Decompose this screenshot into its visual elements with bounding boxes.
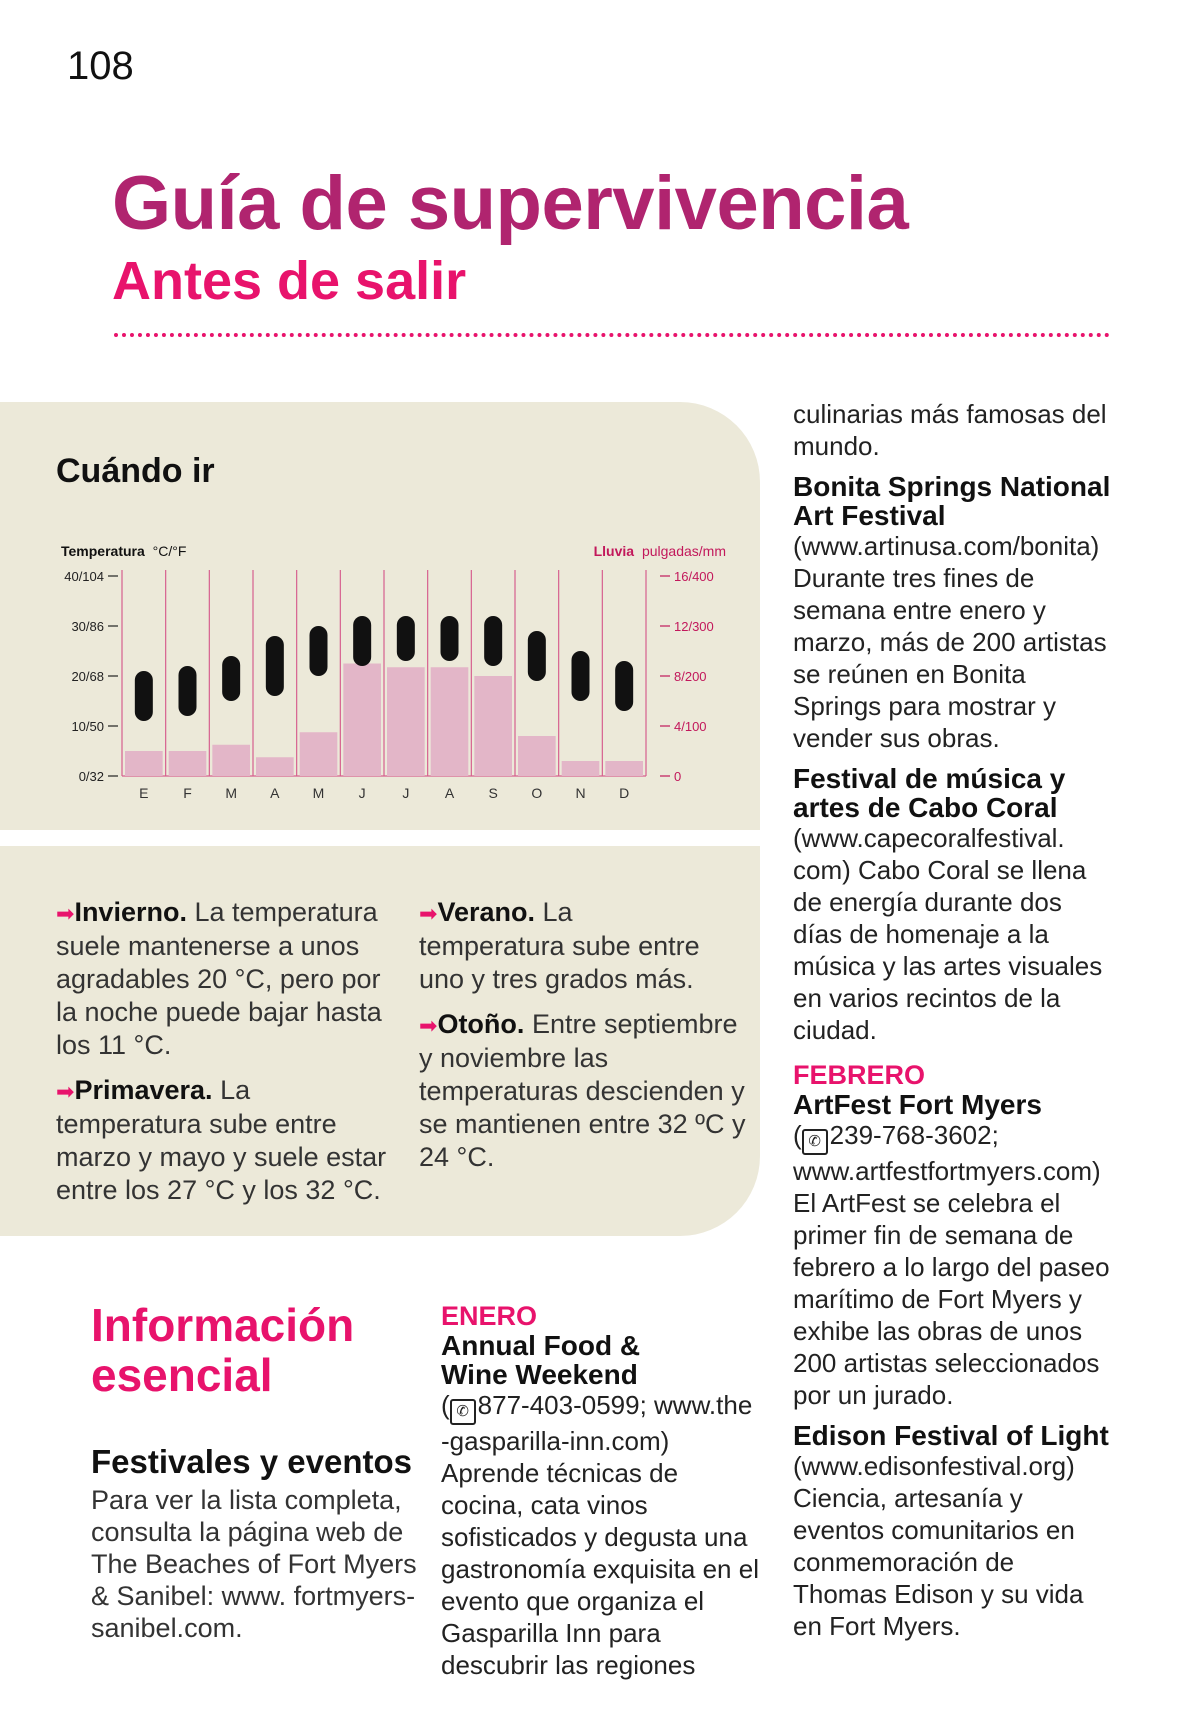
event-contact: ( ✆ 877-403-0599; www.the -gasparilla-inn.com): [441, 1390, 753, 1456]
month-label: O: [531, 785, 543, 801]
month-label: J: [358, 785, 366, 801]
rain-tick-label: 16/400: [674, 569, 714, 584]
temp-axis-title: [61, 543, 186, 559]
event-description: Durante tres fines de semana entre enero y marzo, más de 200 artistas se reúnen en Bonita Springs para mostrar y vender sus obras.: [793, 563, 1107, 753]
temperature-bar: [528, 631, 546, 681]
when-to-go-heading: Cuándo ir: [56, 452, 215, 490]
events-column-right: [793, 398, 1113, 1642]
month-label: J: [402, 785, 410, 801]
essential-info-heading: [91, 1300, 431, 1400]
winter-paragraph: [56, 896, 396, 1062]
summer-text: La temperatura sube entre uno y tres grados más.: [419, 897, 700, 994]
rain-bar: [300, 732, 338, 776]
temp-axis-label: Temperatura: [61, 543, 145, 559]
month-enero: ENERO: [441, 1301, 538, 1331]
month-label: E: [139, 785, 149, 801]
festivals-heading: Festivales y eventos: [91, 1443, 413, 1480]
rain-axis-unit: pulgadas/mm: [641, 543, 726, 559]
month-labels: [139, 785, 629, 801]
arrow-icon: ➡: [419, 1013, 438, 1038]
month-febrero: FEBRERO: [793, 1060, 926, 1090]
month-label: D: [619, 785, 630, 801]
rain-bar: [518, 736, 556, 776]
temp-tick-label: 10/50: [71, 719, 104, 734]
event-contact: ( ✆ 239-768-3602; www.artfestfortmyers.com): [793, 1120, 1101, 1186]
event-contact-text: 239-768-3602; www.artfestfortmyers.com): [793, 1120, 1101, 1186]
rain-bar: [605, 761, 643, 776]
temperature-bar: [441, 616, 459, 661]
event-description-continued: culinarias más famosas del mundo.: [793, 399, 1107, 461]
winter-text: La temperatura suele mantenerse a unos agradables 20 °C, pero por la noche puede bajar hasta los 11 °C.: [56, 897, 382, 1060]
event-title: Bonita Springs National Art Festival: [793, 471, 1111, 531]
rain-tick-label: 4/100: [674, 719, 707, 734]
temperature-bar: [310, 626, 328, 676]
event-description: (www.capecoralfestival. com) Cabo Coral se llena de energía durante dos días de homenaje a la música y las artes visuales en varios recintos de la ciudad.: [793, 823, 1103, 1045]
events-column-middle: [441, 1301, 761, 1681]
event-contact: (www.edisonfestival.org): [793, 1451, 1075, 1481]
rain-bar: [169, 751, 207, 776]
temperature-bar: [572, 651, 590, 701]
temp-tick-label: 0/32: [78, 769, 104, 784]
winter-label: Invierno.: [74, 897, 187, 927]
rain-tick-label: 0: [674, 769, 682, 784]
temp-tick-label: 40/104: [64, 569, 104, 584]
temperature-bar: [266, 636, 284, 696]
month-label: A: [444, 785, 455, 801]
arrow-icon: ➡: [419, 901, 438, 926]
autumn-text: Entre septiembre y noviembre las temperaturas descienden y se mantienen entre 32 ºC y 24 °C.: [419, 1009, 746, 1172]
summer-label: Verano.: [437, 897, 535, 927]
rain-bar: [431, 667, 469, 776]
month-label: M: [312, 785, 325, 801]
rain-bar: [256, 757, 294, 776]
climate-chart: [56, 540, 736, 820]
temperature-bar: [615, 661, 633, 711]
event-description: Aprende técnicas de cocina, cata vinos sofisticados y degusta una gastronomía exquisita en el evento que organiza el Gasparilla Inn para descubrir las regiones: [441, 1458, 759, 1680]
month-label: F: [183, 785, 192, 801]
phone-icon: ✆: [802, 1129, 828, 1155]
phone-icon: ✆: [450, 1399, 476, 1425]
rain-bar: [474, 676, 512, 776]
temperature-bar: [353, 616, 371, 666]
temperature-bar: [484, 616, 502, 666]
event-title: Festival de música y artes de Cabo Coral: [793, 763, 1066, 823]
event-contact: (www.artinusa.com/bonita): [793, 531, 1100, 561]
month-label: S: [488, 785, 498, 801]
page-title: Guía de supervivencia: [112, 161, 909, 246]
autumn-paragraph: [419, 1008, 749, 1174]
event-title: Annual Food & Wine Weekend: [441, 1330, 641, 1390]
temperature-bar: [135, 671, 153, 721]
temperature-bar: [397, 616, 415, 661]
spring-label: Primavera.: [74, 1075, 213, 1105]
essential-info-line1: Información: [91, 1299, 355, 1351]
rain-bar: [562, 761, 600, 776]
month-label: N: [575, 785, 586, 801]
essential-info-line2: esencial: [91, 1349, 273, 1401]
temp-tick-label: 30/86: [71, 619, 104, 634]
event-title: ArtFest Fort Myers: [793, 1089, 1042, 1120]
month-label: M: [225, 785, 238, 801]
spring-paragraph: [56, 1074, 396, 1207]
rain-tick-label: 12/300: [674, 619, 714, 634]
event-title: Edison Festival of Light: [793, 1420, 1109, 1451]
autumn-label: Otoño.: [437, 1009, 525, 1039]
rain-bar: [125, 751, 163, 776]
temperature-bar: [179, 666, 197, 716]
rain-tick-label: 8/200: [674, 669, 707, 684]
temperature-bar: [222, 656, 240, 701]
rain-axis-title: [594, 543, 726, 559]
rain-ticks: [660, 569, 714, 784]
arrow-icon: ➡: [56, 901, 75, 926]
rain-bar: [387, 667, 425, 776]
spring-text: La temperatura sube entre marzo y mayo y suele estar entre los 27 °C y los 32 °C.: [56, 1075, 387, 1205]
temp-ticks: [64, 569, 118, 784]
rain-bar: [343, 664, 381, 777]
chart-gridlines: [122, 570, 646, 776]
festivals-intro: Para ver la lista completa, consulta la página web de The Beaches of Fort Myers & Sanibel: www. fortmyers-sanibel.com.: [91, 1485, 417, 1643]
arrow-icon: ➡: [56, 1079, 75, 1104]
temp-tick-label: 20/68: [71, 669, 104, 684]
page-number: 108: [67, 44, 134, 88]
temp-axis-unit: °C/°F: [152, 543, 187, 559]
event-description: El ArtFest se celebra el primer fin de semana de febrero a lo largo del paseo marítimo de Fort Myers y exhibe las obras de unos 200 artistas seleccionados por un jurado.: [793, 1188, 1110, 1410]
event-contact-text: 877-403-0599; www.the -gasparilla-inn.com): [441, 1390, 753, 1456]
rain-bar: [212, 745, 250, 776]
dotted-divider: [114, 333, 1110, 337]
summer-paragraph: [419, 896, 719, 996]
rain-axis-label: Lluvia: [593, 543, 635, 559]
page-subtitle: Antes de salir: [112, 251, 467, 311]
month-label: A: [270, 785, 280, 801]
event-description: Ciencia, artesanía y eventos comunitarios en conmemoración de Thomas Edison y su vida en Fort Myers.: [793, 1483, 1084, 1641]
